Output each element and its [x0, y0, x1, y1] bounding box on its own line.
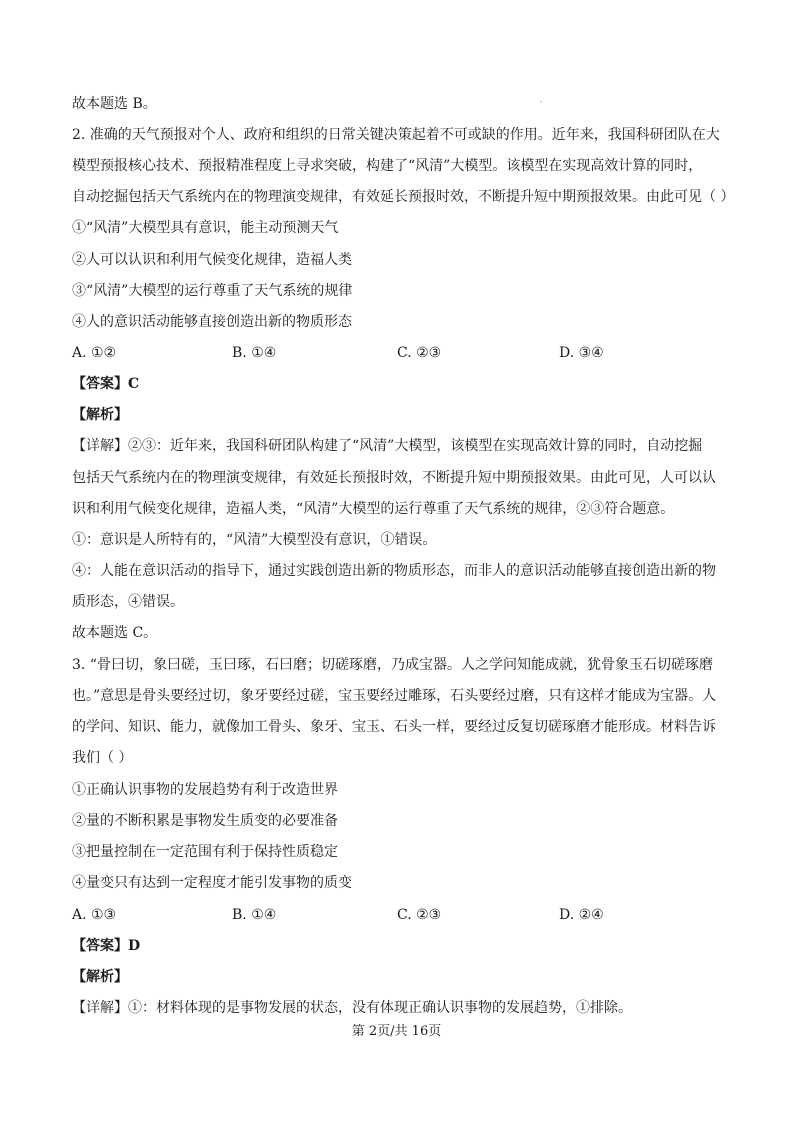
q3-statement-2: ②量的不断积累是事物发生质变的必要准备 [72, 813, 338, 829]
q3-stem-line-3: 的学问、知识、能力，就像加工骨头、象牙、宝玉、石头一样，要经过反复切磋琢磨才能形成。材料告诉 [72, 719, 716, 735]
q2-analysis-heading: 【解析】 [72, 407, 128, 423]
q2-statement-2: ②人可以认识和利用气候变化规律，造福人类 [72, 252, 352, 268]
q3-statement-4: ④量变只有达到一定程度才能引发事物的质变 [72, 875, 352, 891]
q2-stem-line-3: 自动挖掘包括天气系统内在的物理演变规律，有效延长预报时效，不断提升短中期预报效果。由此可见（ ） [72, 189, 735, 205]
q3-statement-1: ①正确认识事物的发展趋势有利于改造世界 [72, 782, 338, 798]
page-number-footer: 第 2页/共 16页 [351, 1024, 442, 1039]
q3-analysis-heading: 【解析】 [72, 969, 128, 985]
q1-conclusion: 故本题选 B。 [72, 96, 157, 112]
q3-option-a: A. ①③ [72, 907, 117, 923]
q3-stem-line-2: 也。”意思是骨头要经过切，象牙要经过磋，宝玉要经过雕琢，石头要经过磨，只有这样才能成为宝器。人 [72, 688, 717, 704]
q2-statement-3: ③“风清”大模型的运行尊重了天气系统的规律 [72, 283, 353, 299]
q3-statement-3: ③把量控制在一定范围有利于保持性质稳定 [72, 844, 338, 860]
q2-explanation-line-5: ④：人能在意识活动的指导下，通过实践创造出新的物质形态，而非人的意识活动能够直接创造出新的物 [72, 563, 716, 579]
scan-speck [540, 101, 542, 103]
q3-option-d: D. ②④ [559, 907, 604, 923]
q2-option-d: D. ③④ [559, 345, 604, 361]
q2-explanation-line-1: 【详解】②③：近年来，我国科研团队构建了“风清”大模型，该模型在实现高效计算的同时，自动挖掘 [72, 438, 703, 454]
q3-option-c: C. ②③ [397, 907, 442, 923]
q2-option-b: B. ①④ [232, 345, 277, 361]
q2-option-a: A. ①② [72, 345, 117, 361]
q3-answer: 【答案】D [72, 938, 141, 954]
q3-stem-line-4: 我们（ ） [72, 750, 133, 766]
q2-answer: 【答案】C [72, 376, 140, 392]
q2-stem-line-1: 2. 准确的天气预报对个人、政府和组织的日常关键决策起着不可或缺的作用。近年来，我国科研团队在大 [72, 127, 720, 143]
q2-statement-1: ①“风清”大模型具有意识，能主动预测天气 [72, 220, 339, 236]
q2-statement-4: ④人的意识活动能够直接创造出新的物质形态 [72, 314, 352, 330]
q2-explanation-line-2: 包括天气系统内在的物理演变规律，有效延长预报时效，不断提升短中期预报效果。由此可见，人可以认 [72, 470, 716, 486]
q3-explanation-line-1: 【详解】①：材料体现的是事物发展的状态，没有体现正确认识事物的发展趋势，①排除。 [72, 1000, 632, 1016]
q2-explanation-line-3: 识和利用气候变化规律，造福人类，“风清”大模型的运行尊重了天气系统的规律，②③符合题意。 [72, 501, 675, 517]
q2-explanation-line-6: 质形态，④错误。 [72, 594, 184, 610]
q2-explanation-line-4: ①：意识是人所特有的，“风清”大模型没有意识，①错误。 [72, 532, 437, 548]
q2-stem-line-2: 模型预报核心技术、预报精准程度上寻求突破，构建了“风清”大模型。该模型在实现高效计算的同时， [72, 158, 703, 174]
q2-option-c: C. ②③ [397, 345, 442, 361]
q2-conclusion: 故本题选 C。 [72, 625, 158, 641]
q3-stem-line-1: 3. “骨曰切，象曰磋，玉曰琢，石曰磨；切磋琢磨，乃成宝器。人之学问知能成就，犹骨象玉石切磋琢磨 [72, 657, 713, 673]
q3-option-b: B. ①④ [232, 907, 277, 923]
